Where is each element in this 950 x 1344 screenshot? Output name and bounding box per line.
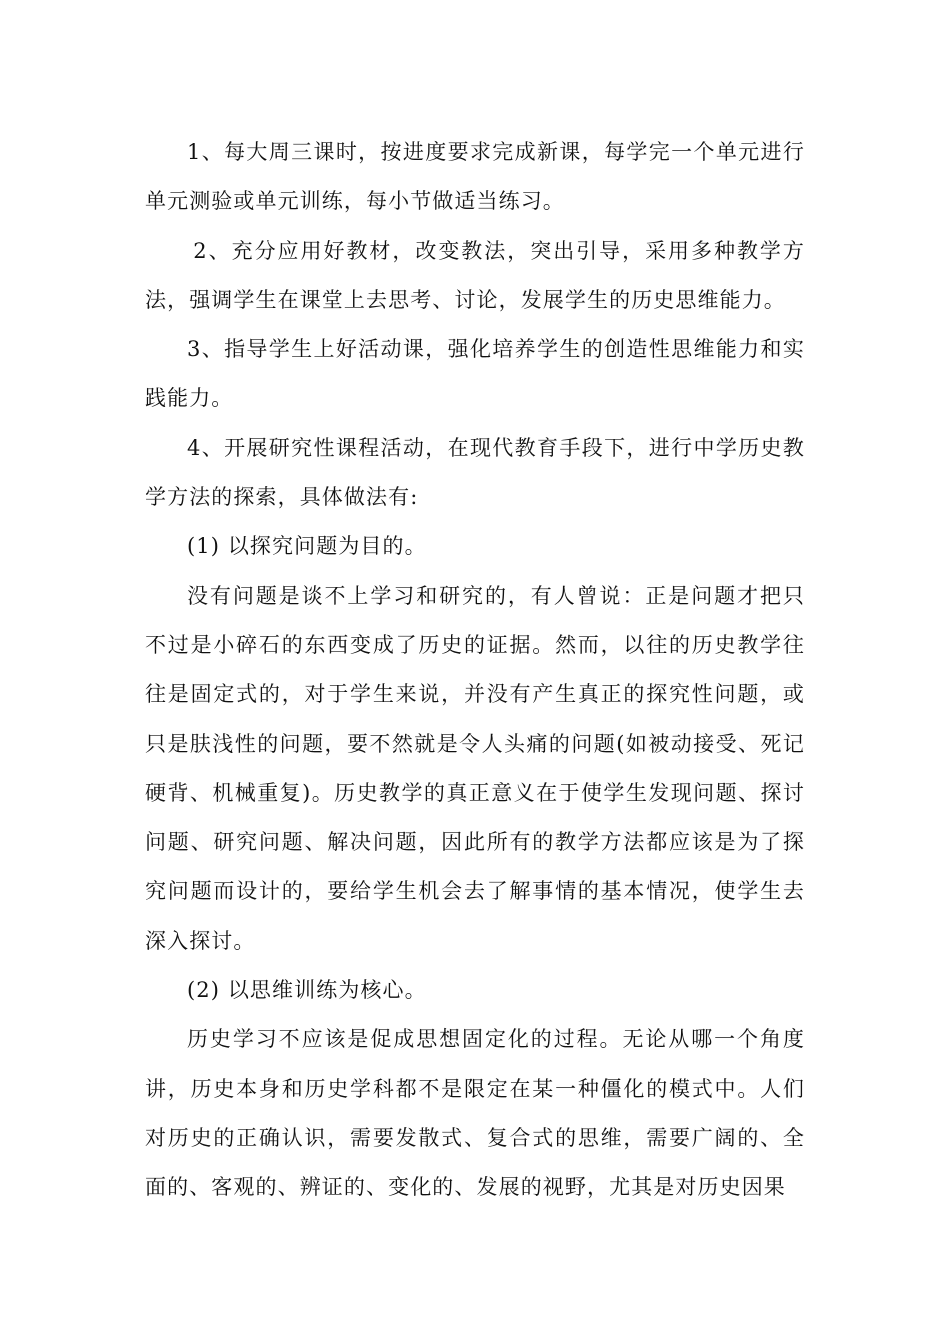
paragraph-explore-problems: 没有问题是谈不上学习和研究的，有人曾说：正是问题才把只不过是小碎石的东西变成了历史的证据。然而，以往的历史教学往往是固定式的，对于学生来说，并没有产生真正的探究性问题，或只是肤浅性的问题，要不然就是令人头痛的问题(如被动接受、死记硬背、机械重复)。历史教学的真正意义在于使学生发现问题、探讨问题、研究问题、解决问题，因此所有的教学方法都应该是为了探究问题而设计的，要给学生机会去了解事情的基本情况，使学生去深入探讨。 bbox=[145, 583, 805, 953]
paragraph-item-2: 2、充分应用好教材，改变教法，突出引导，采用多种教学方法，强调学生在课堂上去思考、讨论，发展学生的历史思维能力。 bbox=[145, 238, 805, 312]
paragraph-item-3: 3、指导学生上好活动课，强化培养学生的创造性思维能力和实践能力。 bbox=[145, 337, 805, 411]
paragraph-thinking-training: 历史学习不应该是促成思想固定化的过程。无论从哪一个角度讲，历史本身和历史学科都不是限定在某一种僵化的模式中。人们对历史的正确认识，需要发散式、复合式的思维，需要广阔的、全面的、客观的、辨证的、变化的、发展的视野，尤其是对历史因果 bbox=[145, 1027, 805, 1200]
subheading-explore-problems: (1) 以探究问题为目的。 bbox=[187, 534, 427, 559]
paragraph-item-1: 1、每大周三课时，按进度要求完成新课，每学完一个单元进行单元测验或单元训练，每小节做适当练习。 bbox=[145, 140, 805, 214]
subheading-thinking-training: (2) 以思维训练为核心。 bbox=[187, 978, 427, 1003]
document-body bbox=[145, 128, 805, 1213]
paragraph-item-4: 4、开展研究性课程活动，在现代教育手段下，进行中学历史教学方法的探索，具体做法有: bbox=[145, 435, 805, 510]
